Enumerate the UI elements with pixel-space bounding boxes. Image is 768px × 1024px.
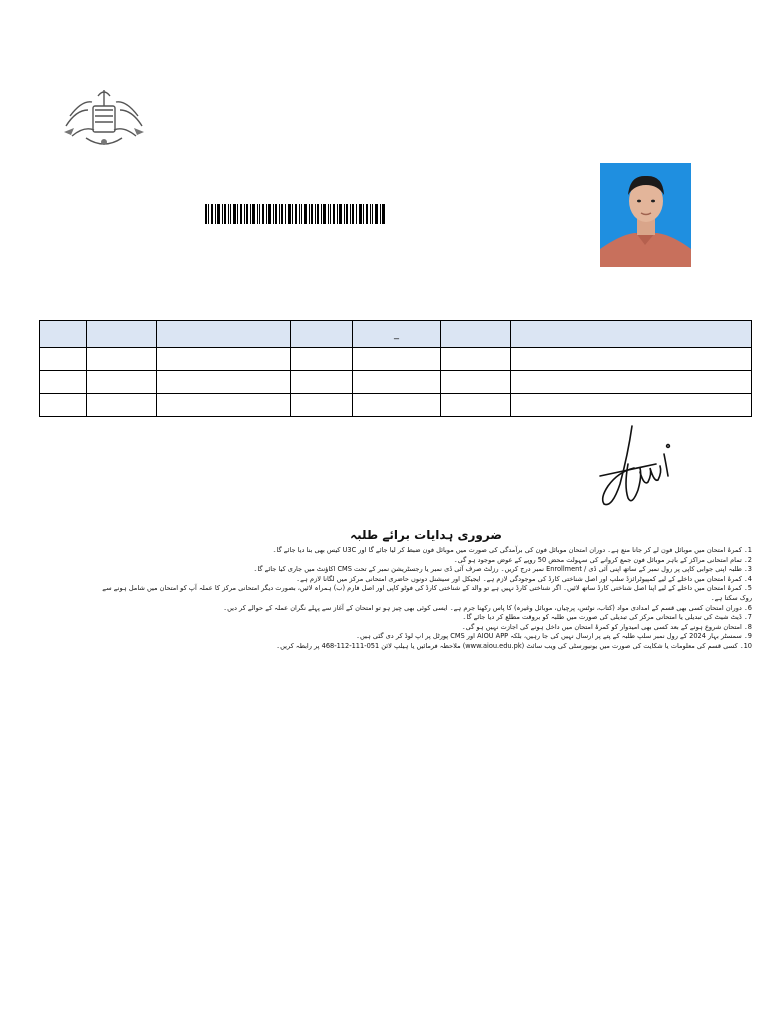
instructions-list (100, 546, 752, 652)
table-header-cell (87, 321, 157, 348)
table-header-cell (157, 321, 291, 348)
university-seal-icon (60, 86, 148, 152)
list-item: 6۔ دوران امتحان کسی بھی قسم کے امدادی مواد (کتاب، نوٹس، پرچیاں، موبائل وغیرہ) کا پاس رکھنا جرم ہے۔ ایسی کوئی بھی چیز ہو تو امتحان کے آغاز سے پہلے نگران عملہ کے حوالے کر دیں۔ (223, 603, 752, 612)
table-cell (157, 394, 291, 417)
roll-number-barcode (205, 204, 385, 224)
list-item: 10۔ کسی قسم کی معلومات یا شکایت کی صورت میں یونیورسٹی کی ویب سائٹ (www.aiou.edu.pk) ملاحظہ فرمائیں یا ہیلپ لائن 051-111-112-468 پر رابطہ کریں۔ (276, 641, 752, 650)
table-cell (291, 394, 353, 417)
table-cell (511, 371, 752, 394)
signature-icon (598, 424, 678, 516)
controller-signature (598, 424, 678, 516)
table-row (40, 348, 752, 371)
table-cell (291, 371, 353, 394)
student-photo (600, 163, 691, 267)
table-cell (40, 348, 87, 371)
table-cell (40, 371, 87, 394)
table-cell (353, 394, 441, 417)
table-header-cell (40, 321, 87, 348)
table-cell (511, 394, 752, 417)
instructions-section (100, 528, 752, 652)
table-header-cell (511, 321, 752, 348)
barcode-icon (205, 204, 385, 224)
university-logo (60, 86, 148, 152)
table-cell (441, 348, 511, 371)
table-cell (87, 348, 157, 371)
student-photo-icon (600, 163, 691, 267)
list-item: 7۔ ڈیٹ شیٹ کی تبدیلی یا امتحانی مرکز کی تبدیلی کی صورت میں طلبہ کو بروقت مطلع کر دیا جائے گا۔ (462, 613, 752, 622)
table-header-row (40, 321, 752, 348)
table-cell (511, 348, 752, 371)
table-header-cell (291, 321, 353, 348)
list-item: 3۔ طلبہ اپنی جوابی کاپی پر رول نمبر کے ساتھ اپنی آئی ڈی / Enrollment نمبر درج کریں۔ رزلٹ صرف آئی ڈی نمبر یا رجسٹریشن نمبر کے تحت CMS اکاؤنٹ میں جاری کیا جائے گا۔ (253, 565, 752, 574)
list-item: 5۔ کمرۂ امتحان میں داخلے کے لیے اپنا اصل شناختی کارڈ ساتھ لائیں۔ اگر شناختی کارڈ نہیں ہے تو والد کے شناختی کارڈ کی فوٹو کاپی اور اصل فارم (ب) ہمراہ لائیں، بصورت دیگر امتحانی مرکز کا عملہ آپ کو امتحان میں شامل ہونے سے روک سکتا ہے۔ (102, 584, 752, 602)
list-item: 2۔ تمام امتحانی مراکز کے باہر موبائل فون جمع کروانے کی سہولت محض 50 روپے کے عوض موجود ہو گی۔ (453, 555, 752, 564)
table-header-cell (441, 321, 511, 348)
list-item: 9۔ سمسٹر بہار 2024 کے رول نمبر سلپ طلبہ کے پتے پر ارسال نہیں کی جا رہیں، بلکہ AIOU APP اور CMS پورٹل پر اپ لوڈ کر دی گئی ہیں۔ (356, 632, 752, 641)
list-item: 4۔ کمرۂ امتحان میں داخلے کے لیے کمپیوٹرائزڈ سلپ اور اصل شناختی کارڈ کی موجودگی لازم ہے۔ ایجیکل اور سیشنل دونوں حاضری امتحانی مرکز میں لگانا لازم ہے۔ (296, 574, 752, 583)
table-cell (441, 371, 511, 394)
table-cell (353, 371, 441, 394)
list-item: 1۔ کمرۂ امتحان میں موبائل فون لے کر جانا منع ہے۔ دوران امتحان موبائل فون کی برآمدگی کی صورت میں موبائل فون ضبط کر لیا جائے گا اور U3C کیس بھی بنا دیا جائے گا۔ (272, 546, 752, 554)
table-cell (291, 348, 353, 371)
table-cell (87, 371, 157, 394)
table-row (40, 394, 752, 417)
table-cell (441, 394, 511, 417)
table-cell (353, 348, 441, 371)
table-header-cell: _ (353, 321, 441, 348)
exam-schedule-table (39, 320, 752, 417)
table-cell (87, 394, 157, 417)
table-cell (157, 371, 291, 394)
instructions-title: ضروری ہدایات برائے طلبہ (350, 528, 502, 542)
table-row (40, 371, 752, 394)
list-item: 8۔ امتحان شروع ہونے کے بعد کسی بھی امیدوار کو کمرۂ امتحان میں داخل ہونے کی اجازت نہیں ہو گی۔ (461, 622, 752, 631)
table-cell (40, 394, 87, 417)
table-cell (157, 348, 291, 371)
